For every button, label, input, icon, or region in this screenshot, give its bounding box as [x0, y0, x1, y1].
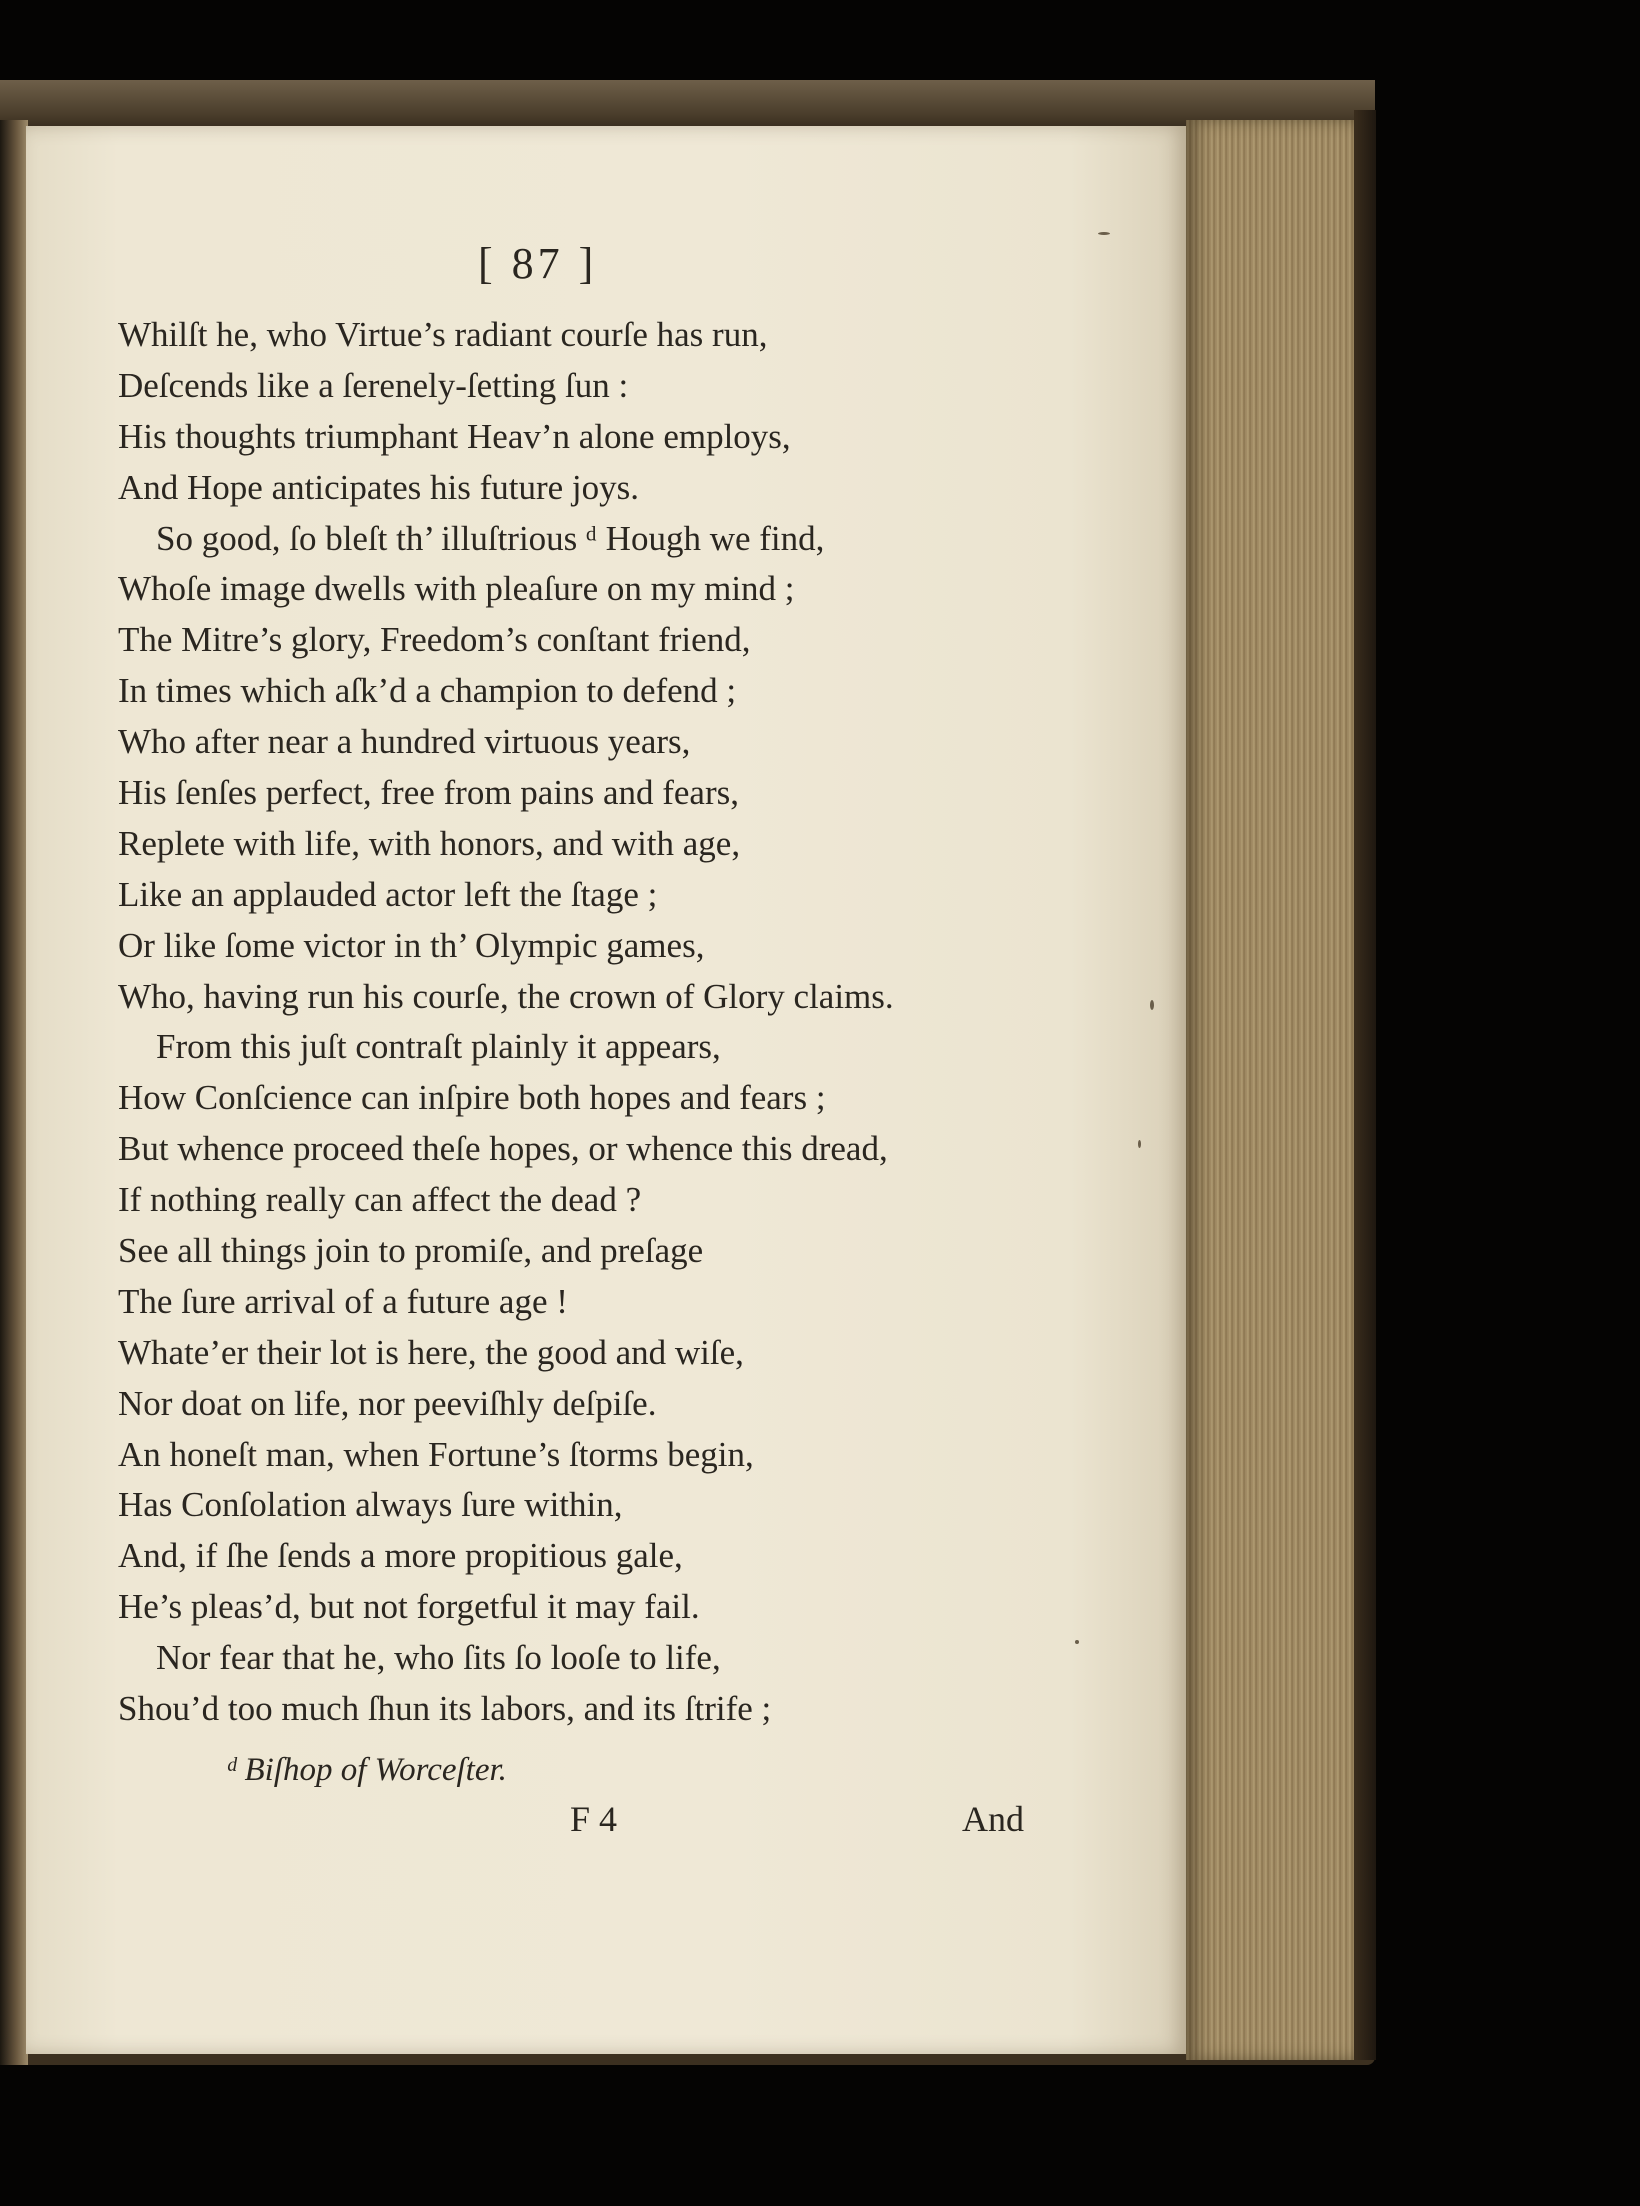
poem-line: Replete with life, with honors, and with age, — [118, 823, 741, 863]
poem-line: The ſure arrival of a future age ! — [118, 1281, 568, 1321]
poem-line: And Hope anticipates his future joys. — [118, 467, 640, 507]
poem-line: The Mitre’s glory, Freedom’s conſtant friend, — [118, 620, 751, 660]
poem-text — [118, 310, 1018, 1735]
page-fore-edge — [1186, 120, 1354, 2060]
poem-line: Whilſt he, who Virtue’s radiant courſe has run, — [118, 315, 768, 354]
poem-line: How Conſcience can inſpire both hopes and fears ; — [118, 1078, 826, 1118]
poem-line: Nor fear that he, who ſits ſo looſe to life, — [156, 1638, 721, 1678]
poem-line: Deſcends like a ſerenely-ſetting ſun : — [118, 365, 629, 405]
poem-line: Like an applauded actor left the ſtage ; — [118, 874, 658, 914]
cover-edge-shadow — [1354, 110, 1376, 2060]
binding-edge — [0, 120, 28, 2065]
poem-line: In times which aſk’d a champion to defend ; — [118, 671, 737, 711]
poem-line: But whence proceed theſe hopes, or whence this dread, — [118, 1129, 888, 1169]
poem-line: Whoſe image dwells with pleaſure on my mind ; — [118, 569, 795, 609]
poem-line: He’s pleas’d, but not forgetful it may fail. — [118, 1587, 700, 1627]
page-number: [ 87 ] — [478, 239, 598, 288]
poem-line: Has Conſolation always ſure within, — [118, 1485, 623, 1525]
poem-line: Nor doat on life, nor peeviſhly deſpiſe. — [118, 1383, 657, 1423]
poem-line: An honeſt man, when Fortune’s ſtorms begin, — [118, 1434, 754, 1474]
poem-line: See all things join to promiſe, and preſage — [118, 1231, 704, 1271]
poem-line: Whate’er their lot is here, the good and wiſe, — [118, 1332, 744, 1372]
poem-line: His ſenſes perfect, free from pains and fears, — [118, 773, 739, 813]
poem-line: If nothing really can affect the dead ? — [118, 1180, 642, 1220]
poem-line: His thoughts triumphant Heav’n alone employs, — [118, 416, 791, 456]
poem-line: Who after near a hundred virtuous years, — [118, 722, 691, 762]
footnote: ᵈ Biſhop of Worceſter. — [226, 1752, 507, 1788]
poem-line: And, if ſhe ſends a more propitious gale, — [118, 1536, 683, 1576]
catchword: And — [962, 1799, 1024, 1839]
poem-line: Or like ſome victor in th’ Olympic games, — [118, 925, 705, 965]
poem-line: From this juſt contraſt plainly it appears, — [156, 1027, 721, 1067]
poem-line: So good, ſo bleſt th’ illuſtrious ᵈ Hough we find, — [156, 518, 825, 558]
poem-line: Who, having run his courſe, the crown of Glory claims. — [118, 976, 894, 1016]
poem-line: Shou’d too much ſhun its labors, and its ſtrife ; — [118, 1689, 772, 1729]
signature-mark: F 4 — [570, 1799, 618, 1839]
